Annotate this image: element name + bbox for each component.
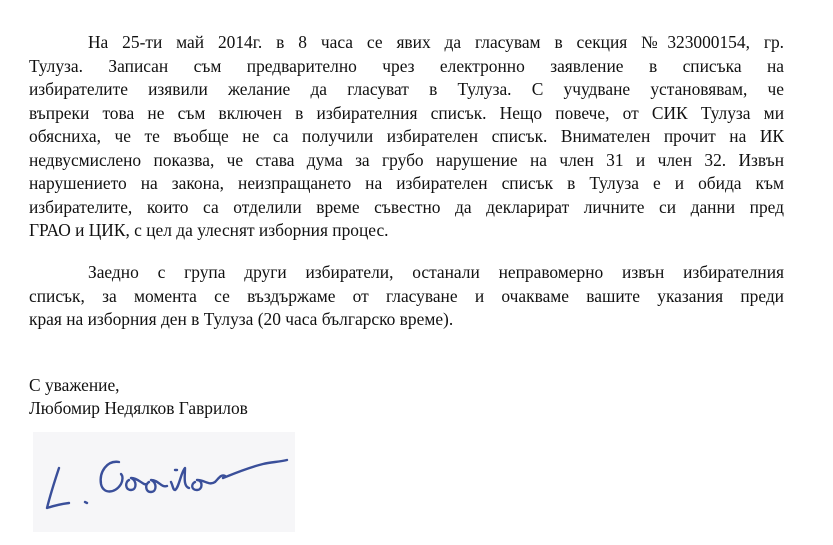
paragraph-line: На 25-ти май 2014г. в 8 часа се явих да гласувам в секция №323000154, гр. <box>88 32 784 52</box>
paragraph-complaint <box>29 31 784 243</box>
paragraph-line: Заедно с група други избиратели, останали неправомерно извън избирателния <box>88 262 784 282</box>
paragraph-line: ГРАО и ЦИК, с цел да улеснят изборния процес. <box>29 220 389 240</box>
paragraph-line: списък, за момента се въздържаме от гласуване и очакваме вашите указания преди <box>29 285 784 306</box>
paragraph-line: въпреки това не съм включен в избирателния списък. Нещо повече, от СИК Тулуза ми <box>29 102 784 123</box>
paragraph-line: Тулуза. Записан съм предварително чрез електронно заявление в списъка на <box>29 55 784 76</box>
paragraph-line: края на изборния ден в Тулуза (20 часа българско време). <box>29 309 454 329</box>
sender-name: Любомир Недялков Гаврилов <box>29 398 248 418</box>
closing-greeting: С уважение, <box>29 375 120 395</box>
paragraph-line: нарушението на закона, неизпращането на избирателен списък в Тулуза е и обида към <box>29 173 784 193</box>
paragraph-line: обясниха, че те въобще не са получили избирателен списък. Внимателен прочит на ИК <box>29 126 784 146</box>
handwritten-signature <box>33 432 295 532</box>
paragraph-line: избирателите изявили желание да гласуват в Тулуза. С учудване установявам, че <box>29 79 784 99</box>
paragraph-line: избирателите, които са отделили време съвестно да декларират личните си данни пред <box>29 196 784 217</box>
paragraph-line: недвусмислено показва, че става дума за грубо нарушение на член 31 и член 32. Извън <box>29 149 784 170</box>
paragraph-request <box>29 261 784 332</box>
signature-image <box>33 432 295 532</box>
